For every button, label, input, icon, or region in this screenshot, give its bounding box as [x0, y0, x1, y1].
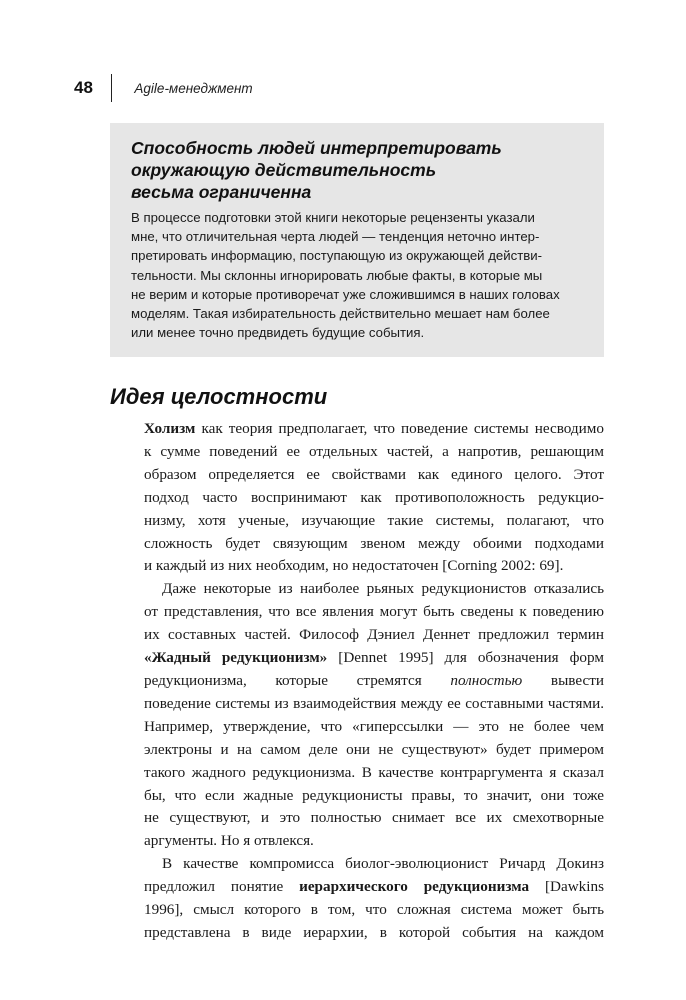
text-line: подход часто воспринимают как противоположность редукцио- — [144, 488, 604, 506]
term-greedy-reductionism: «Жадный редукционизм» — [144, 649, 328, 667]
sidebar-text-line: моделям. Такая избирательность действительно мешает нам более — [131, 306, 550, 322]
text-line: электроны и на самом деле они не существуют» будет примером — [144, 740, 604, 758]
sidebar-title-line: окружающую действительность — [131, 160, 437, 180]
sidebar-text-line: тельности. Мы склонны игнорировать любые факты, в которые мы — [131, 267, 543, 283]
text-line: поведение системы из взаимодействия между ее составными частями. — [144, 694, 604, 712]
text-line: сложность будет связующим звеном между обоими подходами — [144, 534, 604, 552]
text-line: не существуют, и это полностью снимает все их смехотворные — [144, 809, 604, 827]
header-divider — [111, 74, 113, 102]
sidebar-title-line: весьма ограниченна — [131, 182, 312, 202]
text-fragment: [Dawkins — [529, 878, 604, 896]
running-head — [74, 74, 253, 102]
term-holism: Холизм — [144, 420, 196, 437]
term-hierarchical-reductionism: иерархического редукционизма — [299, 878, 530, 896]
sidebar-text-line: В процессе подготовки этой книги некоторые рецензенты указали — [131, 210, 535, 225]
sidebar-text — [131, 208, 584, 342]
paragraph — [144, 578, 604, 853]
text-line: В качестве компромисса биолог-эволюционист Ричард Докинз — [162, 855, 604, 873]
paragraph — [144, 418, 604, 578]
sidebar-title — [131, 137, 584, 203]
text-fragment: как теория предполагает, что поведение системы несводимо — [195, 420, 604, 437]
text-line — [144, 670, 604, 693]
sidebar-title-line: Способность людей интерпретировать — [131, 138, 502, 158]
sidebar-text-line: претировать информацию, поступающую из окружающей действи- — [131, 248, 543, 264]
sidebar-text-line: или менее точно предвидеть будущие события. — [131, 325, 425, 341]
text-line: к сумме поведений ее отдельных частей, а напротив, решающим — [144, 442, 604, 460]
section-heading: Идея целостности — [110, 384, 328, 409]
text-line: от представления, что все явления могут быть сведены к поведению — [144, 603, 604, 621]
text-line: их составных частей. Философ Дэниел Деннет предложил термин — [144, 626, 604, 644]
text-line: аргументы. Но я отвлекся. — [144, 832, 314, 850]
sidebar-text-line: не верим и которые противоречат уже сложившимся в наших головах — [131, 286, 560, 302]
text-line: и каждый из них необходим, но недостаточен [Corning 2002: 69]. — [144, 557, 564, 575]
sidebar-box — [110, 123, 604, 357]
text-line: Даже некоторые из наиболее рьяных редукционистов отказались — [162, 580, 604, 598]
text-line: низму, хотя ученые, изучающие такие системы, полагают, что — [144, 511, 604, 529]
text-line — [144, 876, 604, 899]
text-line: бы, что если жадные редукционисты правы, то значит, они тоже — [144, 786, 604, 804]
text-line: 1996], смысл которого в том, что сложная система может быть — [144, 901, 604, 919]
italic-word: полностью — [450, 671, 523, 689]
text-line: такого жадного редукционизма. В качестве контраргумента я сказал — [144, 763, 604, 781]
text-line: Например, утверждение, что «гиперссылки — это не более чем — [144, 717, 604, 735]
text-fragment: вывести — [522, 671, 604, 689]
text-line — [144, 418, 604, 441]
page-number: 48 — [74, 78, 93, 97]
text-line — [144, 647, 604, 670]
running-title: Agile-менеджмент — [134, 80, 253, 96]
text-fragment: [Dennet 1995] для обозначения форм — [327, 649, 604, 667]
text-line: представлена в виде иерархии, в которой события на каждом — [144, 923, 604, 941]
sidebar-text-line: мне, что отличительная черта людей — тенденция неточно интер- — [131, 229, 540, 245]
text-fragment: предложил понятие — [144, 878, 300, 896]
body-text — [144, 418, 604, 945]
text-fragment: редукционизма, которые стремятся — [144, 671, 451, 689]
paragraph — [144, 853, 604, 945]
text-line: образом определяется ее свойствами как единого целого. Этот — [144, 465, 604, 483]
